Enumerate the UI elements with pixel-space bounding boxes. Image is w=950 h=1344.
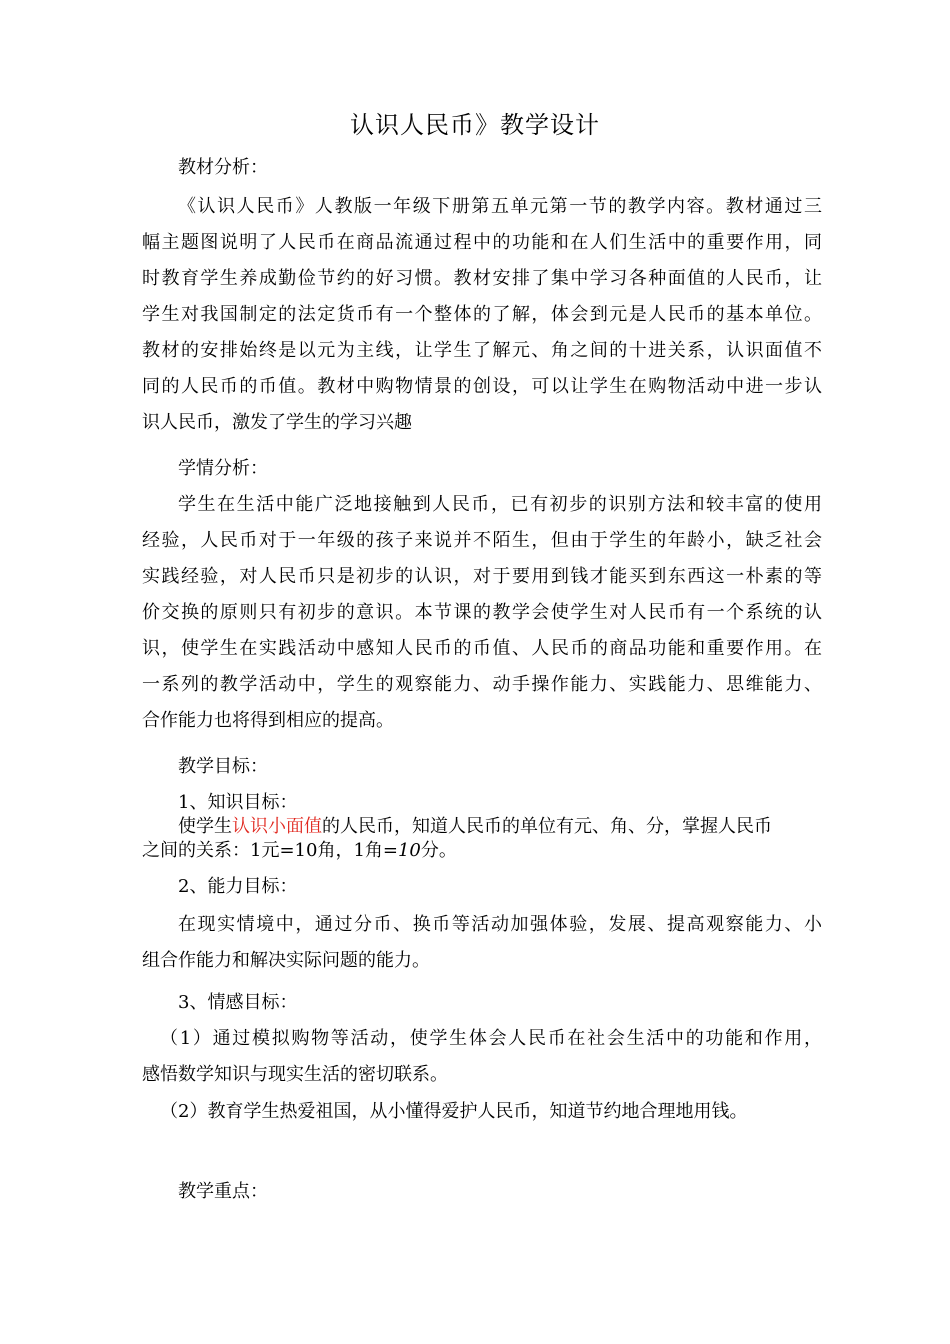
paragraph-line: （1）通过模拟购物等活动，使学生体会人民币在社会生活中的功能和作用，	[160, 1028, 822, 1049]
text-run: 使学生	[178, 816, 232, 837]
paragraph-line: 识，使学生在实践活动中感知人民币的币值、人民币的商品功能和重要作用。在	[142, 638, 822, 659]
paragraph-line: （2）教育学生热爱祖国，从小懂得爱护人民币，知道节约地合理地用钱。	[160, 1101, 748, 1122]
paragraph-line: 实践经验，对人民币只是初步的认识，对于要用到钱才能买到东西这一朴素的等	[142, 566, 822, 587]
paragraph-line: 经验，人民币对于一年级的孩子来说并不陌生，但由于学生的年龄小，缺乏社会	[142, 530, 822, 551]
textbook-heading: 教材分析：	[178, 157, 268, 178]
paragraph-line: 合作能力也将得到相应的提高。	[142, 710, 394, 731]
emotion-goal-heading: 3、情感目标：	[178, 992, 298, 1013]
paragraph-line: 在现实情境中，通过分币、换币等活动加强体验，发展、提高观察能力、小	[178, 914, 822, 935]
knowledge-goal-line	[142, 838, 822, 864]
paragraph-line: 价交换的原则只有初步的意识。本节课的教学会使学生对人民币有一个系统的认	[142, 602, 822, 623]
paragraph-line: 学生在生活中能广泛地接触到人民币，已有初步的识别方法和较丰富的使用	[178, 494, 822, 515]
paragraph-line: 识人民币，激发了学生的学习兴趣	[142, 412, 412, 433]
focus-heading: 教学重点：	[178, 1181, 268, 1202]
paragraph-line: 学生对我国制定的法定货币有一个整体的了解，体会到元是人民币的基本单位。	[142, 304, 822, 325]
text-run: 之间的关系：1元=10角，1角	[142, 840, 383, 861]
students-heading: 学情分析：	[178, 458, 268, 479]
goals-heading: 教学目标：	[178, 756, 268, 777]
paragraph-line: 组合作能力和解决实际问题的能力。	[142, 950, 430, 971]
italic-text: =10	[382, 840, 421, 861]
paragraph-line: 教材的安排始终是以元为主线，让学生了解元、角之间的十进关系，认识面值不	[142, 340, 822, 361]
paragraph-line: 感悟数学知识与现实生活的密切联系。	[142, 1064, 448, 1085]
paragraph-line: 同的人民币的币值。教材中购物情景的创设，可以让学生在购物活动中进一步认	[142, 376, 822, 397]
ability-goal-heading: 2、能力目标：	[178, 876, 298, 897]
paragraph-line: 时教育学生养成勤俭节约的好习惯。教材安排了集中学习各种面值的人民币，让	[142, 268, 822, 289]
text-run: 的人民币，知道人民币的单位有元、角、分，掌握人民币	[322, 816, 772, 837]
knowledge-goal-heading: 1、知识目标：	[178, 792, 298, 813]
paragraph-line: 《认识人民币》人教版一年级下册第五单元第一节的教学内容。教材通过三	[178, 196, 822, 217]
document-title: 认识人民币》教学设计	[350, 111, 600, 139]
paragraph-line: 幅主题图说明了人民币在商品流通过程中的功能和在人们生活中的重要作用，同	[142, 232, 822, 253]
text-run: 分。	[420, 840, 457, 861]
knowledge-goal-line	[178, 814, 822, 840]
paragraph-line: 一系列的教学活动中，学生的观察能力、动手操作能力、实践能力、思维能力、	[142, 674, 822, 695]
highlighted-text: 认识小面值	[232, 816, 322, 837]
